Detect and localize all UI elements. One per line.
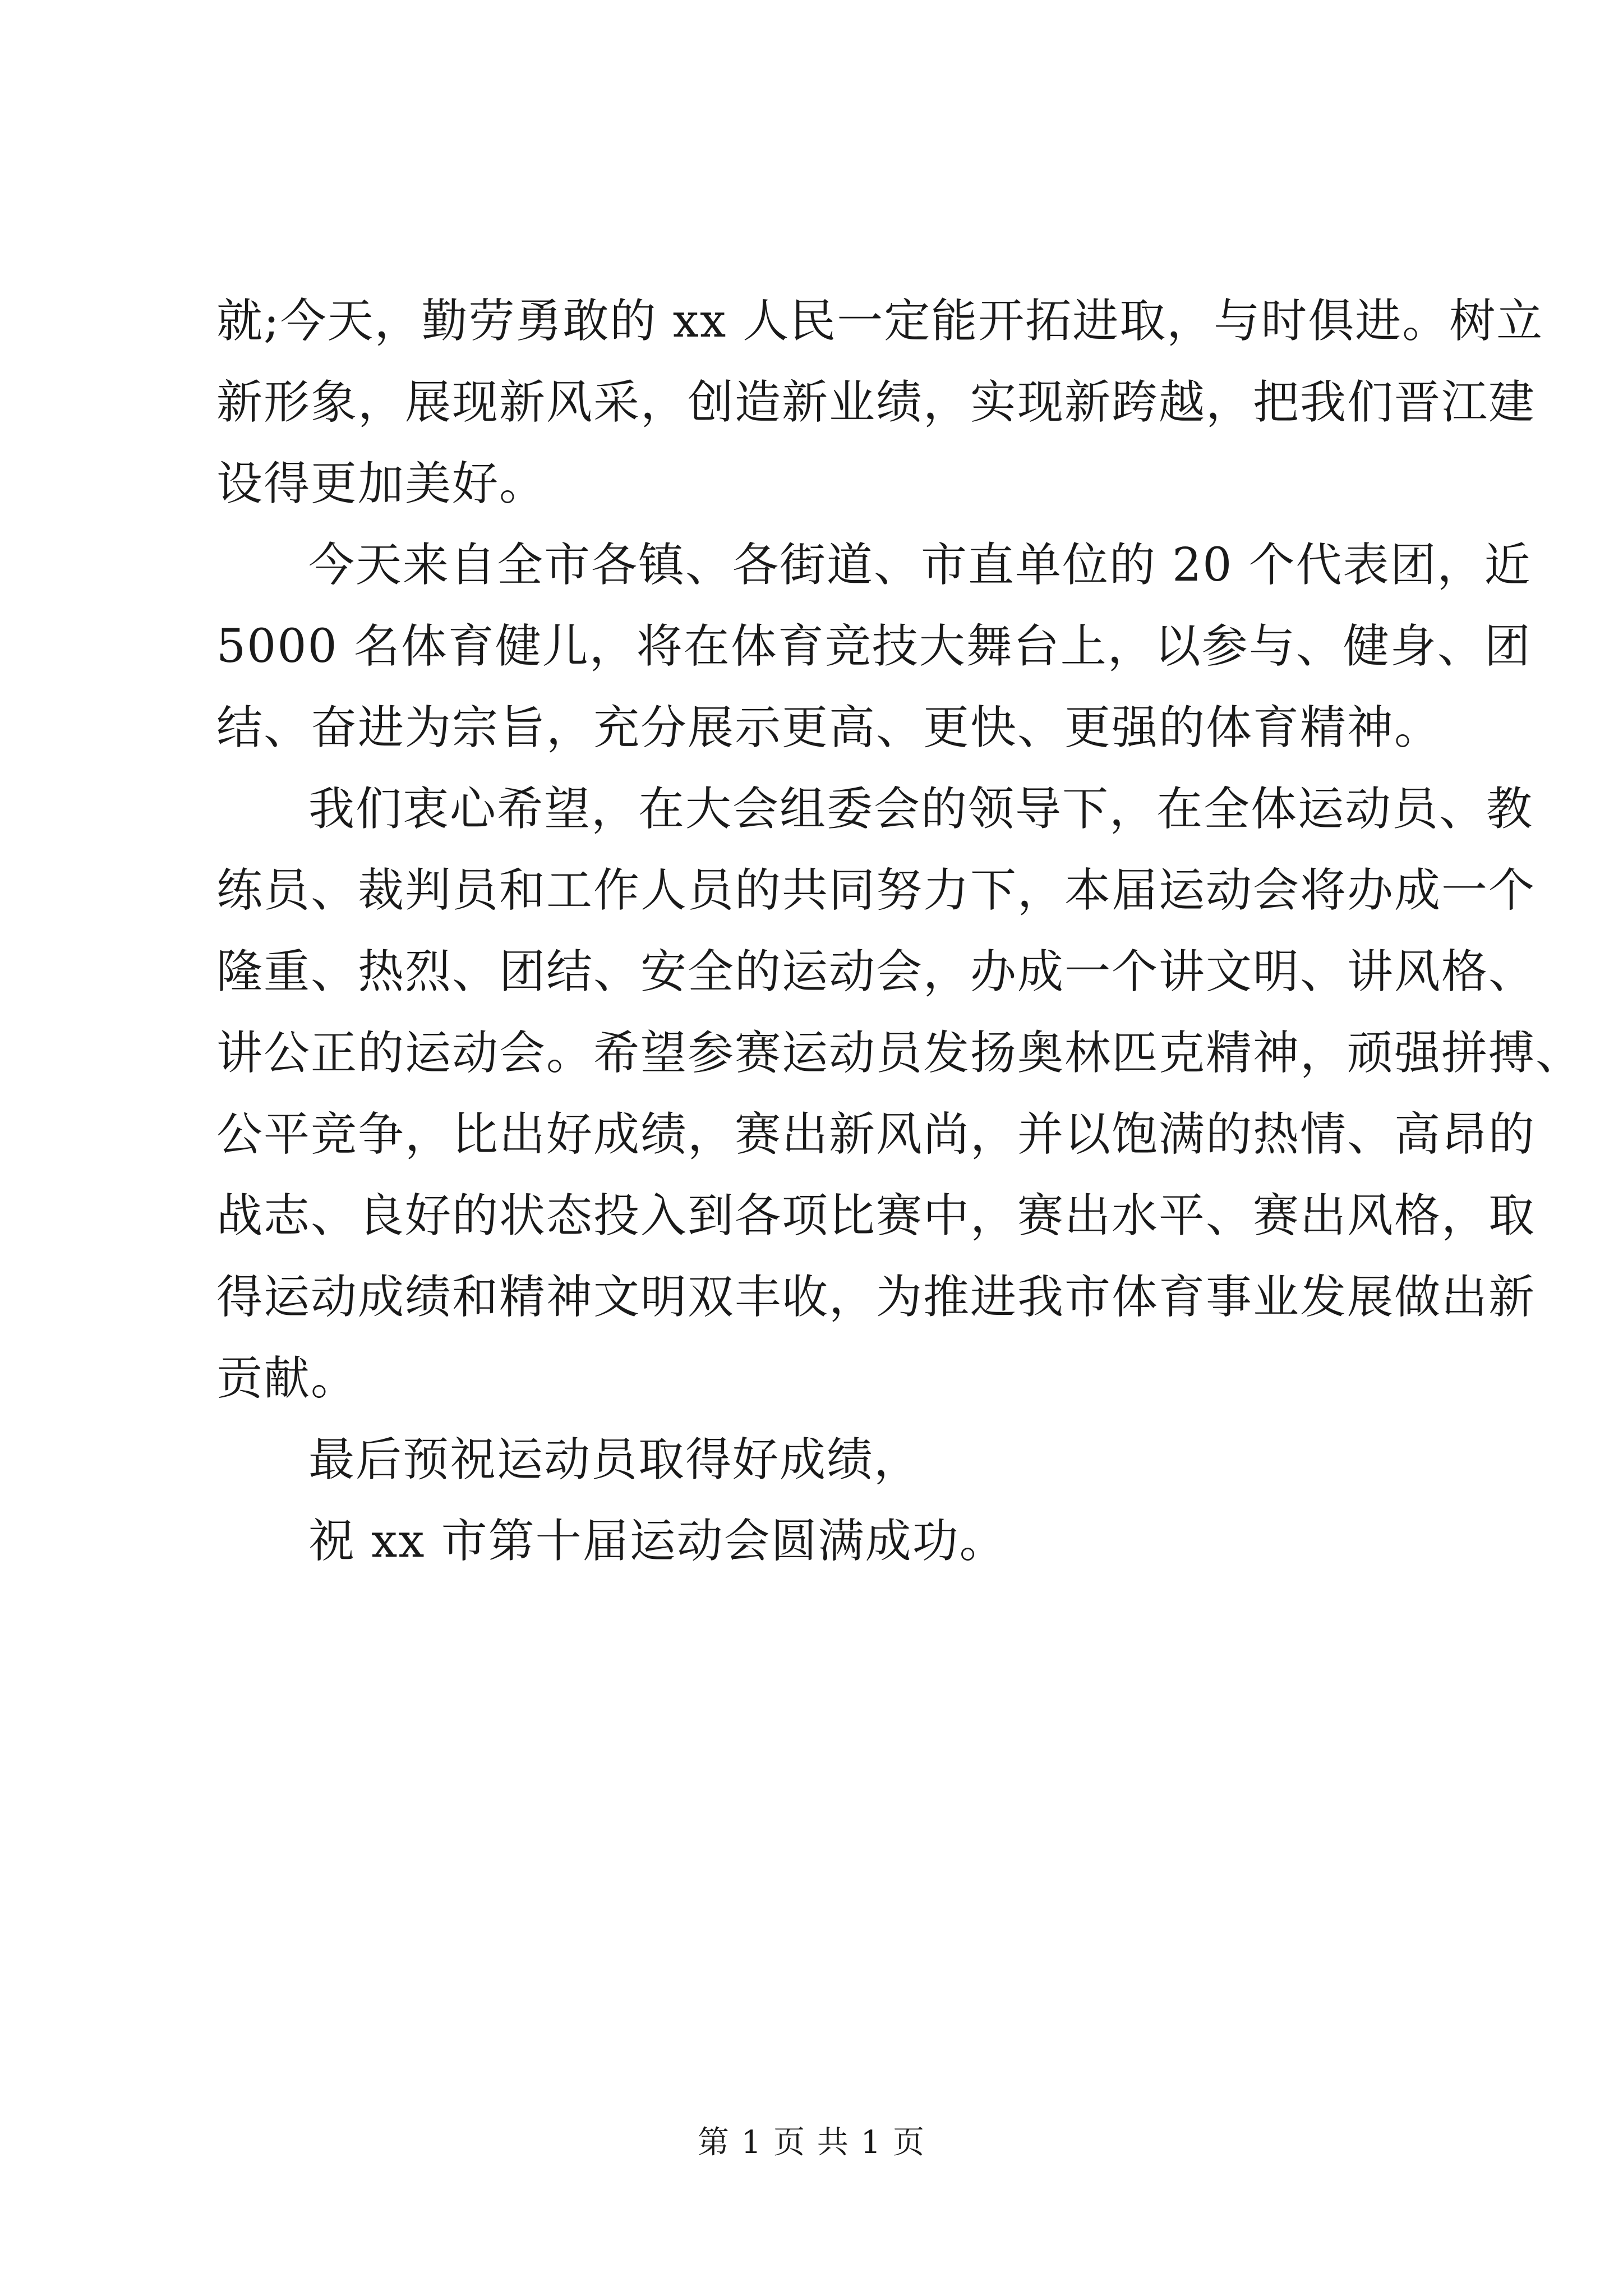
text-line: 练员、裁判员和工作人员的共同努力下，本届运动会将办成一个 xyxy=(216,864,1536,917)
text-line: 公平竞争，比出好成绩，赛出新风尚，并以饱满的热情、高昂的 xyxy=(216,1108,1536,1161)
text-line: 讲公正的运动会。希望参赛运动员发扬奥林匹克精神，顽强拼搏、 xyxy=(216,1027,1583,1080)
paragraph-5 xyxy=(216,1501,1422,1582)
document-body xyxy=(216,280,1583,1582)
text-line: 得运动成绩和精神文明双丰收，为推进我市体育事业发展做出新 xyxy=(216,1271,1536,1324)
text-line: 今天来自全市各镇、各街道、市直单位的 20 个代表团，近 xyxy=(308,539,1532,592)
text-line: 隆重、热烈、团结、安全的运动会，办成一个讲文明、讲风格、 xyxy=(216,945,1536,999)
text-line: 5000 名体育健儿，将在体育竞技大舞台上，以参与、健身、团 xyxy=(216,620,1532,673)
text-line: 我们衷心希望，在大会组委会的领导下，在全体运动员、教 xyxy=(308,783,1534,836)
text-line: 设得更加美好。 xyxy=(216,457,547,510)
paragraph-2 xyxy=(216,524,1532,769)
text-line: 祝 xx 市第十届运动会圆满成功。 xyxy=(308,1515,1007,1568)
text-line: 贡献。 xyxy=(216,1352,358,1405)
text-line: 战志、良好的状态投入到各项比赛中，赛出水平、赛出风格，取 xyxy=(216,1189,1536,1243)
page-number-footer: 第 1 页 共 1 页 xyxy=(697,2124,926,2161)
paragraph-1 xyxy=(216,280,1544,524)
text-line: 新形象，展现新风采，创造新业绩，实现新跨越，把我们晋江建 xyxy=(216,376,1536,429)
text-line: 就;今天，勤劳勇敢的 xx 人民一定能开拓进取，与时俱进。树立 xyxy=(216,295,1544,348)
text-line: 结、奋进为宗旨，充分展示更高、更快、更强的体育精神。 xyxy=(216,701,1442,754)
paragraph-3 xyxy=(216,769,1583,1419)
text-line: 最后预祝运动员取得好成绩， xyxy=(308,1433,921,1487)
paragraph-4 xyxy=(216,1419,1422,1501)
